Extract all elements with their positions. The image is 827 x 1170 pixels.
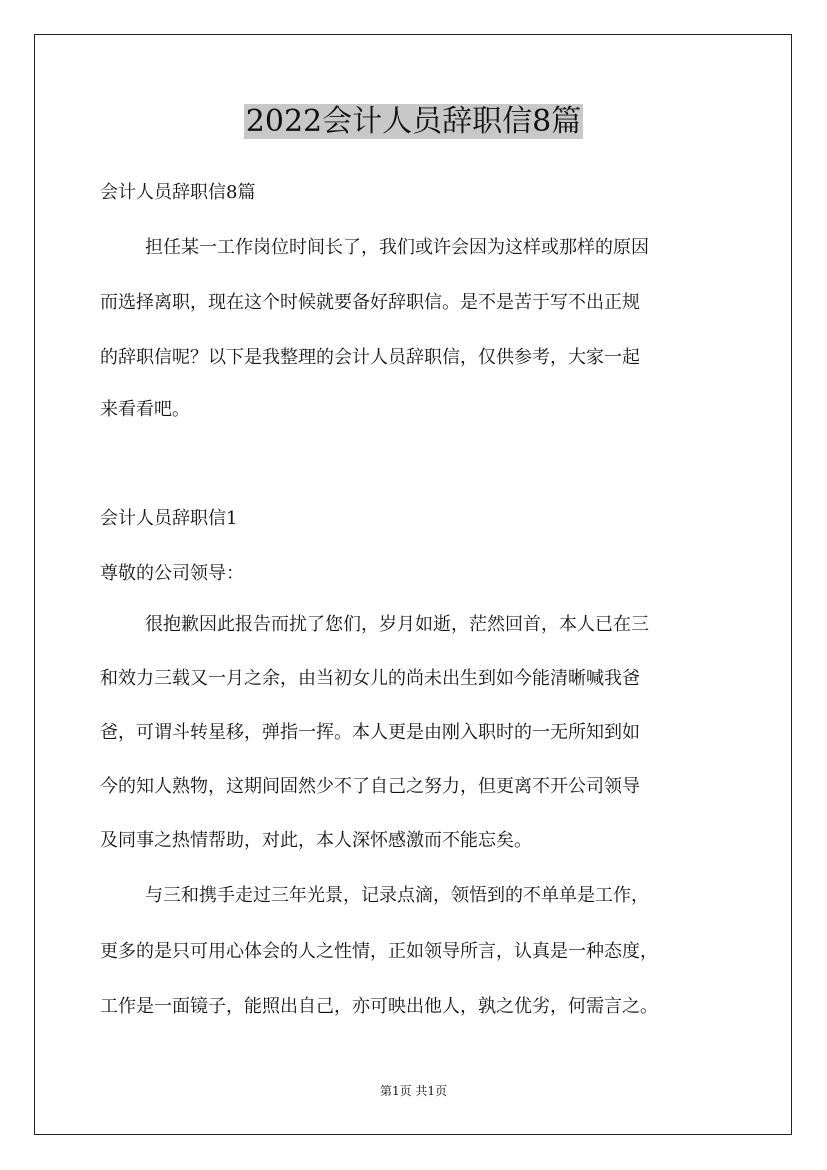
paragraph-line: 而选择离职，现在这个时候就要备好辞职信。是不是苦于写不出正规 bbox=[100, 292, 640, 313]
paragraph-line: 与三和携手走过三年光景，记录点滴，领悟到的不单单是工作， bbox=[145, 885, 649, 906]
paragraph-line: 很抱歉因此报告而扰了您们，岁月如逝，茫然回首，本人已在三 bbox=[145, 614, 649, 635]
subtitle-line: 会计人员辞职信8篇 bbox=[100, 182, 256, 203]
paragraph-line: 及同事之热情帮助，对此，本人深怀感激而不能忘矣。 bbox=[100, 830, 532, 851]
document-title: 2022会计人员辞职信8篇 bbox=[245, 104, 582, 139]
salutation: 尊敬的公司领导： bbox=[100, 563, 244, 584]
paragraph-line: 来看看吧。 bbox=[100, 399, 190, 420]
page-number: 第1页 共1页 bbox=[379, 1084, 448, 1098]
paragraph-line: 今的知人熟物，这期间固然少不了自己之努力，但更离不开公司领导 bbox=[100, 776, 640, 797]
paragraph-line: 和效力三载又一月之余，由当初女儿的尚未出生到如今能清晰喊我爸 bbox=[100, 668, 640, 689]
paragraph-line: 更多的是只可用心体会的人之性情，正如领导所言，认真是一种态度， bbox=[100, 941, 658, 962]
paragraph-line: 担任某一工作岗位时间长了，我们或许会因为这样或那样的原因 bbox=[145, 237, 649, 258]
paragraph-line: 爸，可谓斗转星移，弹指一挥。本人更是由刚入职时的一无所知到如 bbox=[100, 722, 640, 743]
section-heading: 会计人员辞职信1 bbox=[100, 508, 238, 529]
paragraph-line: 工作是一面镜子，能照出自己，亦可映出他人，孰之优劣，何需言之。 bbox=[100, 996, 658, 1017]
paragraph-line: 的辞职信呢？以下是我整理的会计人员辞职信，仅供参考，大家一起 bbox=[100, 347, 640, 368]
